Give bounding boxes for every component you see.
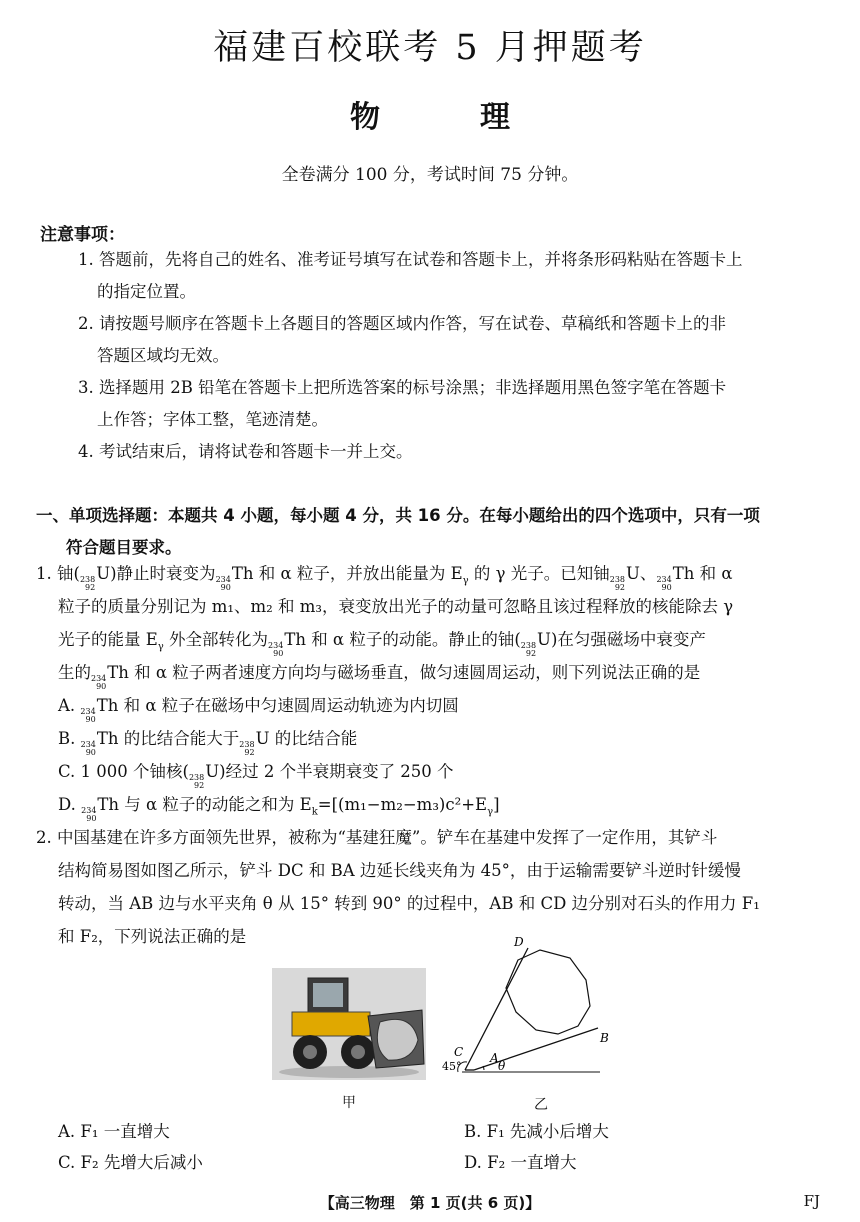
q1-text: U、 (626, 564, 657, 583)
option-text: C. 1 000 个铀核( (58, 762, 189, 781)
isotope-notation (81, 741, 96, 757)
isotope-notation (656, 576, 671, 592)
option-text: Th 和 α 粒子在磁场中匀速圆周运动轨迹为内切圆 (96, 696, 459, 715)
subscript: k (311, 806, 318, 818)
notice-line: 1. 答题前，先将自己的姓名、准考证号填写在试卷和答题卡上，并将条形码粘贴在答题卡上 (78, 250, 743, 269)
isotope-notation (521, 642, 536, 658)
section-heading-cont: 符合题目要求。 (66, 538, 182, 557)
q1-option-b (58, 731, 357, 757)
q1-text: 的 γ 光子。已知铀 (468, 564, 610, 583)
label-c: C (454, 1045, 464, 1059)
isotope-notation (80, 708, 95, 724)
option-text: =[(m₁−m₂−m₃)c²+E (317, 795, 488, 814)
notice-line: 2. 请按题号顺序在答题卡上各题目的答题区域内作答，写在试卷、草稿纸和答题卡上的非 (78, 314, 726, 333)
mass-number: 234 (215, 575, 231, 584)
atomic-number: 90 (85, 748, 96, 757)
q1-stem-line-3 (58, 632, 706, 658)
option-text: Th 的比结合能大于 (96, 729, 240, 748)
option-text: U)经过 2 个半衰期衰变了 250 个 (205, 762, 454, 781)
loader-photo (272, 968, 426, 1080)
bucket-diagram (440, 930, 615, 1086)
atomic-number: 92 (525, 649, 537, 658)
q1-stem-line-4 (58, 665, 700, 691)
q1-text: 生的 (58, 663, 91, 682)
q1-text: Th 和 α (672, 564, 733, 583)
atomic-number: 90 (220, 583, 231, 592)
atomic-number: 90 (273, 649, 284, 658)
figure-label-yi: 乙 (534, 1097, 548, 1113)
subject-title (0, 92, 860, 136)
notice-line: 的指定位置。 (97, 282, 196, 301)
atomic-number: 92 (85, 583, 96, 592)
exam-title: 福建百校联考 5 月押题考 (213, 28, 647, 68)
option-text: ] (493, 795, 500, 814)
isotope-notation (91, 675, 106, 691)
mass-number: 238 (609, 575, 626, 584)
mass-number: 234 (80, 707, 96, 716)
mass-number: 234 (656, 575, 672, 584)
option-text: Th 与 α 粒子的动能之和为 E (97, 795, 312, 814)
q2-stem-line-2: 结构简易图如图乙所示，铲斗 DC 和 BA 边延长线夹角为 45°，由于运输需要铲斗逆时针缓慢 (58, 861, 741, 880)
notice-line: 3. 选择题用 2B 铅笔在答题卡上把所选答案的标号涂黑；非选择题用黑色签字笔在答题卡 (78, 378, 727, 397)
label-d: D (514, 935, 524, 949)
q2-stem-line-3: 转动，当 AB 边与水平夹角 θ 从 15° 转到 90° 的过程中，AB 和 CD 边分别对石头的作用力 F₁ (58, 894, 760, 913)
atomic-number: 92 (194, 781, 205, 790)
q1-text: 1. 铀( (36, 564, 80, 583)
mass-number: 234 (91, 674, 107, 683)
q1-option-c (58, 764, 454, 790)
isotope-notation (239, 741, 254, 757)
q1-text: Th 和 α 粒子的动能。静止的铀( (284, 630, 521, 649)
q1-stem-line-1 (36, 566, 732, 592)
label-theta: θ (498, 1059, 506, 1073)
atomic-number: 90 (661, 583, 672, 592)
q1-text: Th 和 α 粒子，并放出能量为 E (231, 564, 463, 583)
section-heading: 一、单项选择题：本题共 4 小题，每小题 4 分，共 16 分。在每小题给出的四个选项中，只有一项 (36, 506, 760, 525)
isotope-notation (80, 576, 95, 592)
atomic-number: 90 (85, 715, 96, 724)
isotope-notation (610, 576, 625, 592)
q2-option-a: A. F₁ 一直增大 (58, 1122, 170, 1141)
q2-stem-line-1: 2. 中国基建在许多方面领先世界，被称为“基建狂魔”。铲车在基建中发挥了一定作用，其铲斗 (36, 828, 718, 847)
q1-text: 光子的能量 E (58, 630, 158, 649)
atomic-number: 90 (86, 814, 97, 823)
label-b: B (600, 1031, 609, 1045)
option-letter: B. (58, 729, 76, 748)
mass-number: 234 (81, 806, 97, 815)
q2-option-b: B. F₁ 先减小后增大 (464, 1122, 609, 1141)
q1-text: 外全部转化为 (163, 630, 269, 649)
subject-char-2: 理 (480, 100, 510, 135)
q1-text: Th 和 α 粒子两者速度方向均与磁场垂直，做匀速圆周运动，则下列说法正确的是 (107, 663, 701, 682)
mass-number: 238 (239, 740, 255, 749)
page-footer: 【高三物理 第 1 页(共 6 页)】 (319, 1194, 541, 1212)
subscript: γ (157, 641, 164, 653)
q2-option-d: D. F₂ 一直增大 (464, 1153, 577, 1172)
subscript: γ (487, 806, 494, 818)
mass-number: 234 (268, 641, 284, 650)
score-time-note: 全卷满分 100 分，考试时间 75 分钟。 (281, 165, 579, 185)
notice-line: 4. 考试结束后，请将试卷和答题卡一并上交。 (78, 442, 413, 461)
paper-code: FJ (803, 1192, 820, 1210)
q1-option-a (58, 698, 459, 724)
isotope-notation (216, 576, 231, 592)
stone-outline (506, 950, 590, 1034)
label-45deg: 45° (442, 1060, 462, 1073)
label-a: A (490, 1051, 499, 1065)
figure-label-jia: 甲 (342, 1095, 356, 1111)
atomic-number: 92 (614, 583, 626, 592)
atomic-number: 90 (96, 682, 107, 691)
isotope-notation (81, 807, 96, 823)
subscript: γ (462, 575, 469, 587)
mass-number: 238 (188, 773, 205, 782)
q2-stem-line-4: 和 F₂，下列说法正确的是 (58, 927, 247, 946)
mass-number: 238 (520, 641, 537, 650)
atomic-number: 92 (244, 748, 255, 757)
isotope-notation (268, 642, 283, 658)
mass-number: 234 (80, 740, 96, 749)
option-letter: D. (58, 795, 76, 814)
q1-stem-line-2: 粒子的质量分别记为 m₁、m₂ 和 m₃，衰变放出光子的动量可忽略且该过程释放的核能除去 γ (58, 597, 734, 616)
isotope-notation (189, 774, 204, 790)
q2-option-c: C. F₂ 先增大后减小 (58, 1153, 203, 1172)
q1-text: U)在匀强磁场中衰变产 (537, 630, 706, 649)
option-letter: A. (58, 696, 76, 715)
notice-line: 上作答；字体工整，笔迹清楚。 (97, 410, 328, 429)
mass-number: 238 (79, 575, 96, 584)
q1-option-d (58, 797, 500, 823)
notice-line: 答题区域均无效。 (97, 346, 229, 365)
notice-heading: 注意事项： (40, 225, 125, 245)
option-text: U 的比结合能 (255, 729, 358, 748)
loader-illustration (272, 968, 426, 1080)
subject-char-1: 物 (350, 100, 380, 135)
q1-text: U)静止时衰变为 (96, 564, 216, 583)
